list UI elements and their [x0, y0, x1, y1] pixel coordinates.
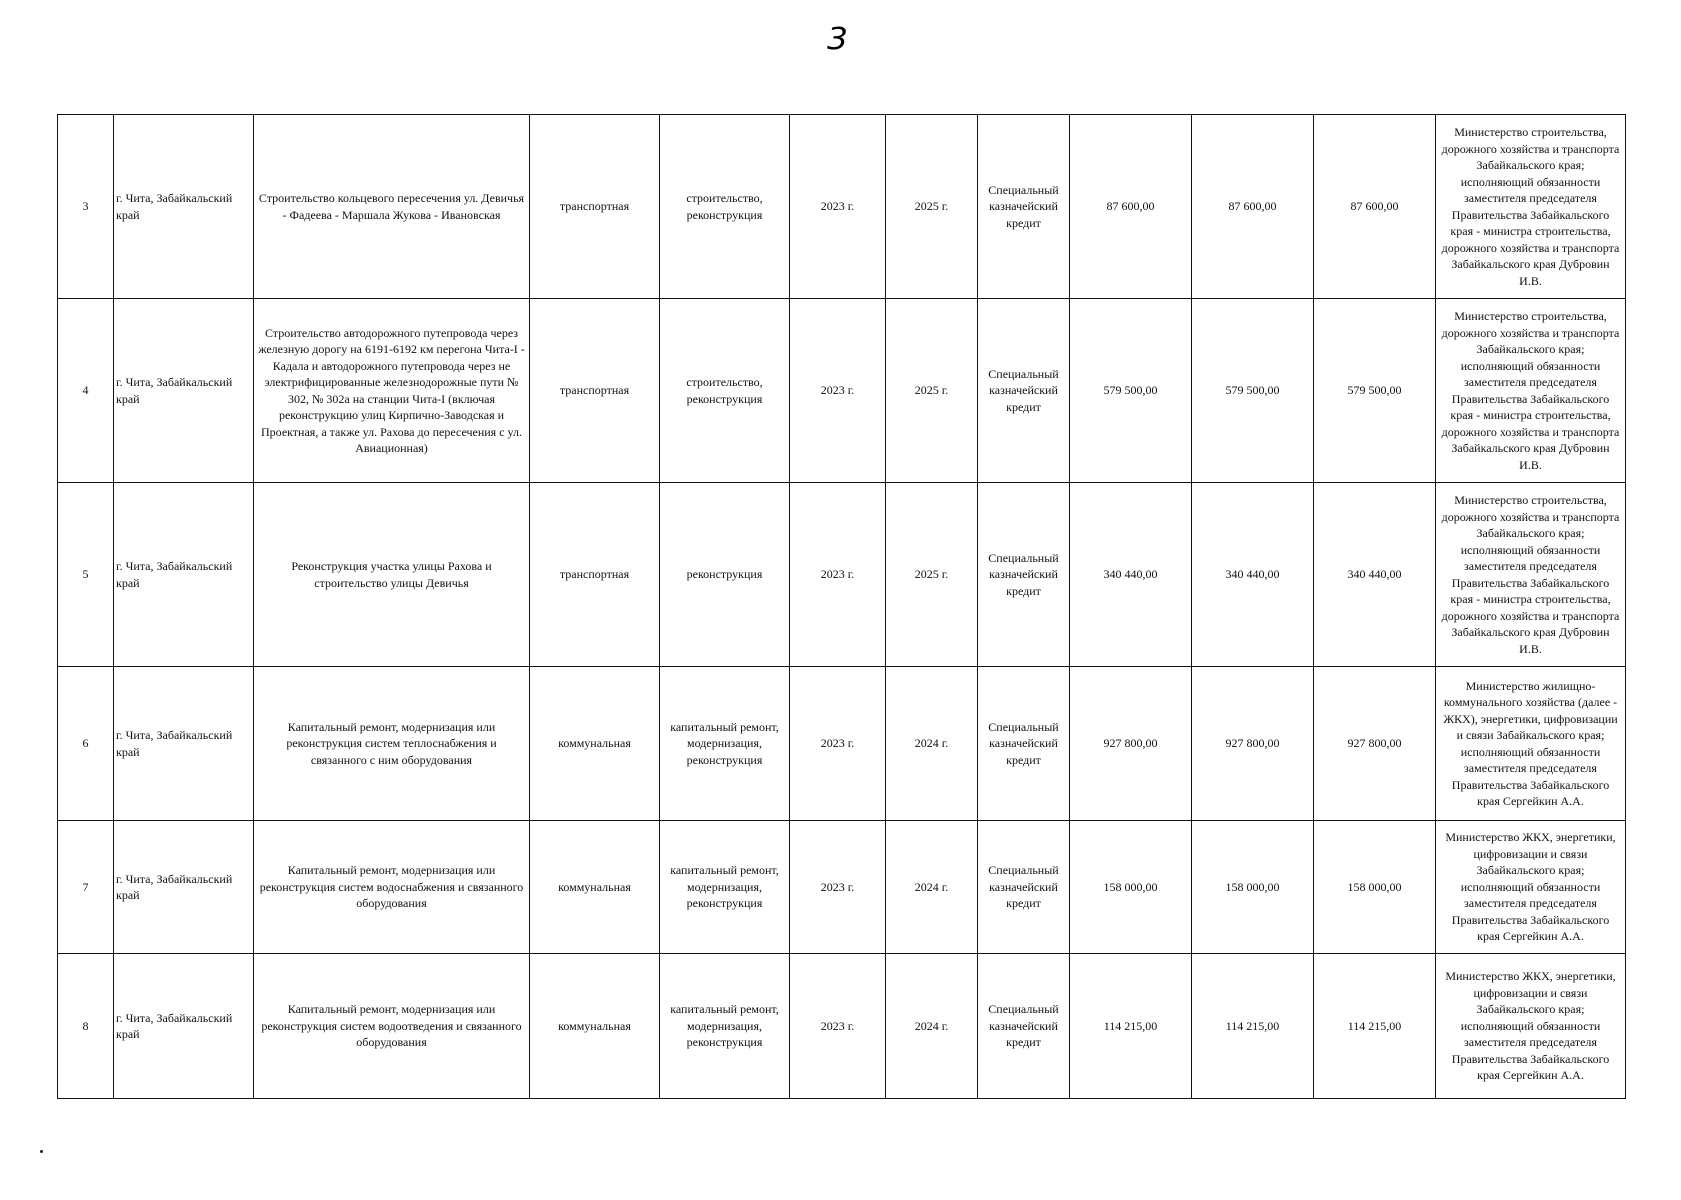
end-year-cell: 2024 г.: [886, 667, 978, 821]
funding-source-cell: Специальный казначейский кредит: [978, 667, 1070, 821]
row-number: 6: [58, 667, 114, 821]
infrastructure-cell: коммунальная: [530, 954, 660, 1099]
responsible-cell: Министерство ЖКХ, энергетики, цифровизации и связи Забайкальского края; исполняющий обязанности заместителя председателя Правительства Забайкальского края Сергейкин А.А.: [1436, 954, 1626, 1099]
responsible-cell: Министерство жилищно-коммунального хозяйства (далее - ЖКХ), энергетики, цифровизации и связи Забайкальского края; исполняющий обязанности заместителя председателя Правительства Забайкальского края Сергейкин А.А.: [1436, 667, 1626, 821]
object-cell: Строительство автодорожного путепровода через железную дорогу на 6191-6192 км перегона Чита-I - Кадала и автодорожного путепровода через не электрифицированные железнодорожные пути № 302, № 302а на станции Чита-I (включая реконструкцию улиц Кирпично-Заводская и Проектная, а также ул. Рахова до пересечения с ул. Авиационная): [254, 299, 530, 483]
end-year-cell: 2025 г.: [886, 299, 978, 483]
responsible-cell: Министерство ЖКХ, энергетики, цифровизации и связи Забайкальского края; исполняющий обязанности заместителя председателя Правительства Забайкальского края Сергейкин А.А.: [1436, 821, 1626, 954]
funding-source-cell: Специальный казначейский кредит: [978, 483, 1070, 667]
amount-cell: 158 000,00: [1070, 821, 1192, 954]
responsible-cell: Министерство строительства, дорожного хозяйства и транспорта Забайкальского края; исполняющий обязанности заместителя председателя Правительства Забайкальского края - министра строительства, дорожного хозяйства и транспорта Забайкальского края Дубровин И.В.: [1436, 299, 1626, 483]
amount-cell: 340 440,00: [1314, 483, 1436, 667]
amount-cell: 579 500,00: [1192, 299, 1314, 483]
work-type-cell: реконструкция: [660, 483, 790, 667]
location-cell: г. Чита, Забайкальский край: [114, 954, 254, 1099]
amount-cell: 87 600,00: [1192, 115, 1314, 299]
object-cell: Капитальный ремонт, модернизация или реконструкция систем теплоснабжения и связанного с ним оборудования: [254, 667, 530, 821]
work-type-cell: строительство, реконструкция: [660, 115, 790, 299]
funding-source-cell: Специальный казначейский кредит: [978, 821, 1070, 954]
end-year-cell: 2024 г.: [886, 954, 978, 1099]
work-type-cell: строительство, реконструкция: [660, 299, 790, 483]
location-cell: г. Чита, Забайкальский край: [114, 115, 254, 299]
end-year-cell: 2025 г.: [886, 483, 978, 667]
amount-cell: 87 600,00: [1314, 115, 1436, 299]
table-row: [58, 299, 1626, 483]
work-type-cell: капитальный ремонт, модернизация, реконструкция: [660, 821, 790, 954]
amount-cell: 927 800,00: [1070, 667, 1192, 821]
object-cell: Реконструкция участка улицы Рахова и строительство улицы Девичья: [254, 483, 530, 667]
amount-cell: 927 800,00: [1192, 667, 1314, 821]
start-year-cell: 2023 г.: [790, 115, 886, 299]
row-number: 4: [58, 299, 114, 483]
table-row: [58, 954, 1626, 1099]
object-cell: Капитальный ремонт, модернизация или реконструкция систем водоотведения и связанного оборудования: [254, 954, 530, 1099]
row-number: 8: [58, 954, 114, 1099]
amount-cell: 114 215,00: [1192, 954, 1314, 1099]
amount-cell: 579 500,00: [1070, 299, 1192, 483]
scan-dot: [40, 1150, 43, 1153]
amount-cell: 340 440,00: [1192, 483, 1314, 667]
row-number: 3: [58, 115, 114, 299]
row-number: 7: [58, 821, 114, 954]
location-cell: г. Чита, Забайкальский край: [114, 483, 254, 667]
infrastructure-cell: транспортная: [530, 115, 660, 299]
amount-cell: 158 000,00: [1192, 821, 1314, 954]
amount-cell: 927 800,00: [1314, 667, 1436, 821]
start-year-cell: 2023 г.: [790, 667, 886, 821]
object-cell: Строительство кольцевого пересечения ул. Девичья - Фадеева - Маршала Жукова - Ивановская: [254, 115, 530, 299]
amount-cell: 158 000,00: [1314, 821, 1436, 954]
table-row: [58, 667, 1626, 821]
infrastructure-cell: транспортная: [530, 483, 660, 667]
infrastructure-cell: коммунальная: [530, 821, 660, 954]
amount-cell: 87 600,00: [1070, 115, 1192, 299]
table-row: [58, 483, 1626, 667]
amount-cell: 114 215,00: [1314, 954, 1436, 1099]
responsible-cell: Министерство строительства, дорожного хозяйства и транспорта Забайкальского края; исполняющий обязанности заместителя председателя Правительства Забайкальского края - министра строительства, дорожного хозяйства и транспорта Забайкальского края Дубровин И.В.: [1436, 483, 1626, 667]
amount-cell: 340 440,00: [1070, 483, 1192, 667]
page-number: 3: [827, 22, 849, 57]
funding-source-cell: Специальный казначейский кредит: [978, 115, 1070, 299]
start-year-cell: 2023 г.: [790, 299, 886, 483]
object-cell: Капитальный ремонт, модернизация или реконструкция систем водоснабжения и связанного оборудования: [254, 821, 530, 954]
table-row: [58, 821, 1626, 954]
row-number: 5: [58, 483, 114, 667]
infrastructure-cell: коммунальная: [530, 667, 660, 821]
work-type-cell: капитальный ремонт, модернизация, реконструкция: [660, 954, 790, 1099]
responsible-cell: Министерство строительства, дорожного хозяйства и транспорта Забайкальского края; исполняющий обязанности заместителя председателя Правительства Забайкальского края - министра строительства, дорожного хозяйства и транспорта Забайкальского края Дубровин И.В.: [1436, 115, 1626, 299]
end-year-cell: 2024 г.: [886, 821, 978, 954]
amount-cell: 114 215,00: [1070, 954, 1192, 1099]
location-cell: г. Чита, Забайкальский край: [114, 821, 254, 954]
start-year-cell: 2023 г.: [790, 483, 886, 667]
location-cell: г. Чита, Забайкальский край: [114, 667, 254, 821]
table-row: [58, 115, 1626, 299]
infrastructure-cell: транспортная: [530, 299, 660, 483]
start-year-cell: 2023 г.: [790, 954, 886, 1099]
funding-source-cell: Специальный казначейский кредит: [978, 954, 1070, 1099]
work-type-cell: капитальный ремонт, модернизация, реконструкция: [660, 667, 790, 821]
end-year-cell: 2025 г.: [886, 115, 978, 299]
amount-cell: 579 500,00: [1314, 299, 1436, 483]
location-cell: г. Чита, Забайкальский край: [114, 299, 254, 483]
funding-source-cell: Специальный казначейский кредит: [978, 299, 1070, 483]
projects-table: [57, 114, 1626, 1099]
start-year-cell: 2023 г.: [790, 821, 886, 954]
